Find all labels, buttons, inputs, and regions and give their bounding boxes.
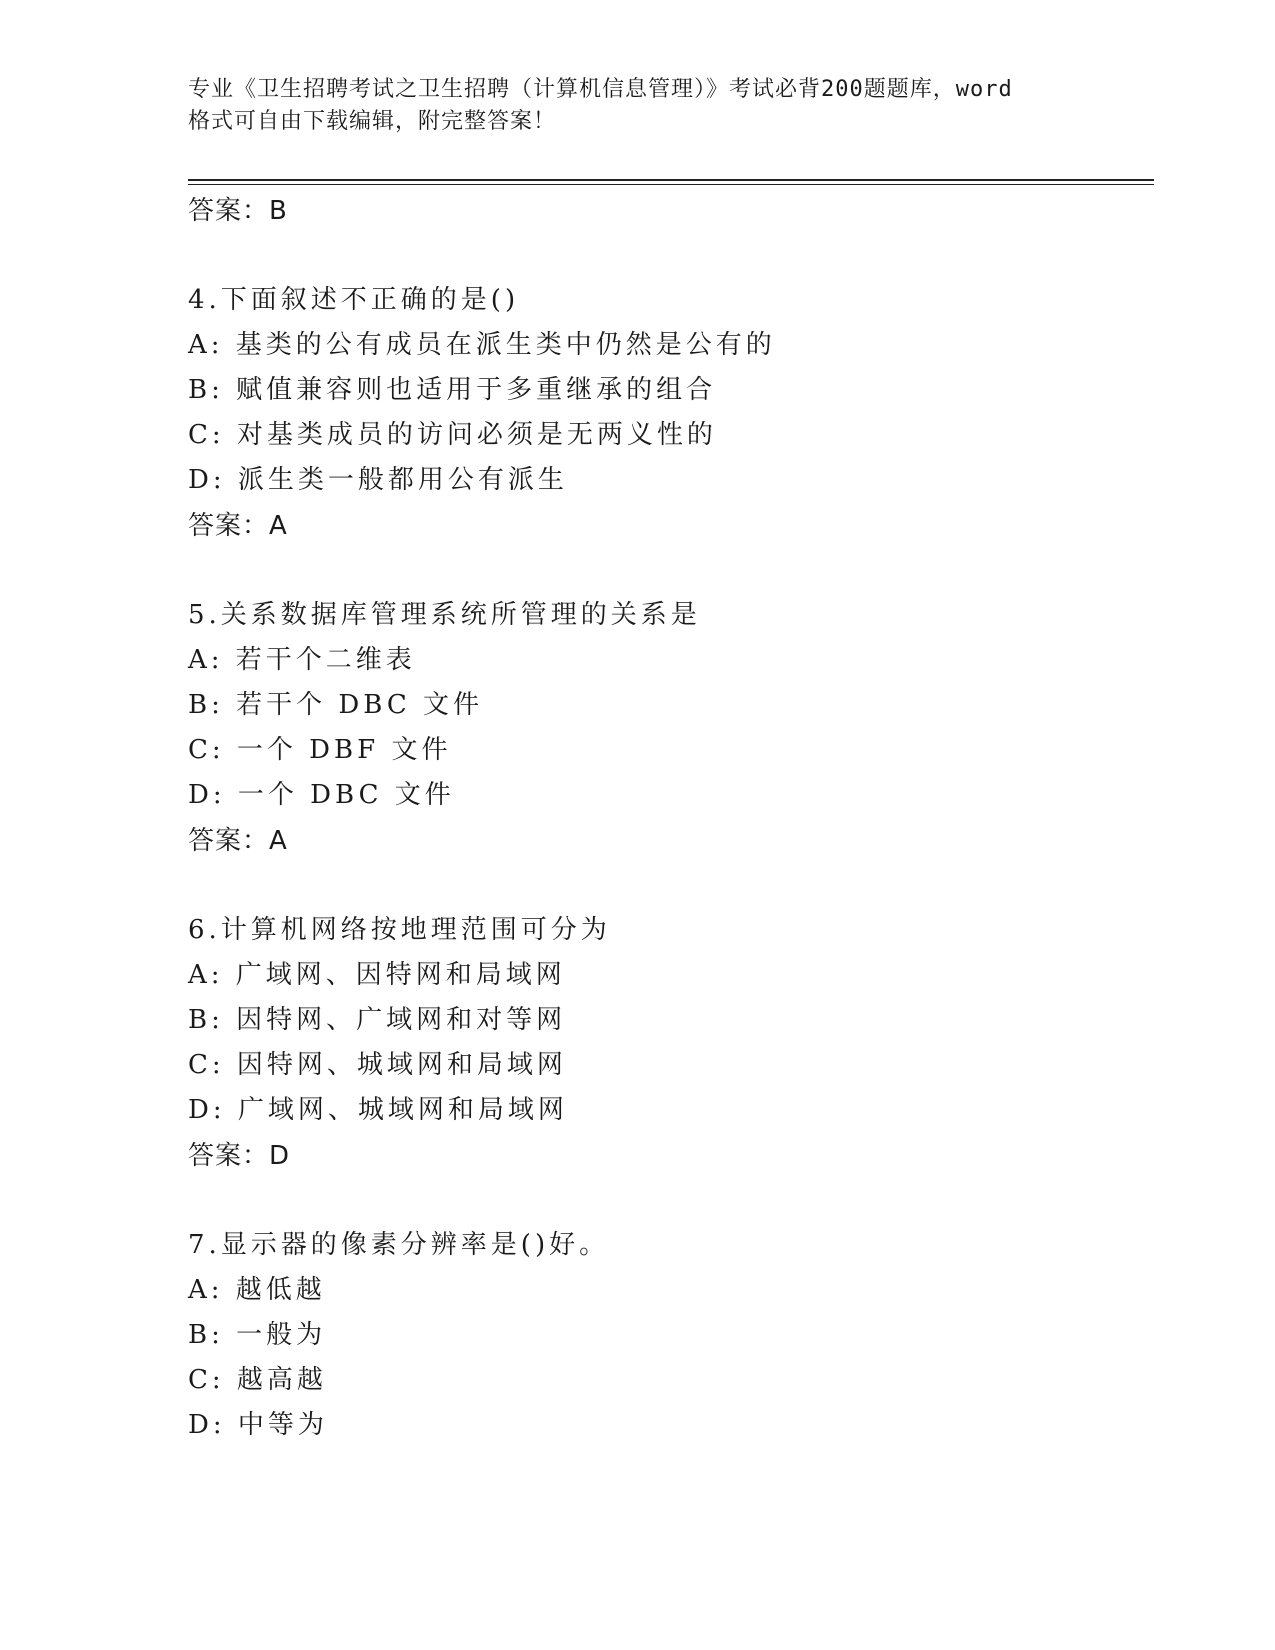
answer-q3: 答案：B [188, 196, 288, 226]
option-a-q6: A: 广域网、因特网和局域网 [188, 960, 566, 990]
spacer [188, 1179, 1148, 1223]
option-d-q6: D: 广域网、城域网和局域网 [188, 1095, 568, 1125]
header-divider [188, 179, 1154, 181]
option-c-q5: C: 一个 DBF 文件 [188, 735, 452, 765]
option-b-q6: B: 因特网、广域网和对等网 [188, 1005, 567, 1035]
option-a-q4: A: 基类的公有成员在派生类中仍然是公有的 [188, 330, 776, 360]
option-d-q5: D: 一个 DBC 文件 [188, 780, 455, 810]
question-text-4: 4.下面叙述不正确的是() [188, 285, 520, 315]
question-block-7 [188, 1223, 1148, 1448]
option-b-q5: B: 若干个 DBC 文件 [188, 690, 483, 720]
option-b-q4: B: 赋值兼容则也适用于多重继承的组合 [188, 375, 717, 405]
option-d-q4: D: 派生类一般都用公有派生 [188, 465, 568, 495]
spacer [188, 864, 1148, 908]
option-d-q7: D: 中等为 [188, 1410, 328, 1440]
option-a-q5: A: 若干个二维表 [188, 645, 416, 675]
question-text-7: 7.显示器的像素分辨率是()好。 [188, 1230, 610, 1260]
header-divider-thin [188, 184, 1154, 185]
spacer [188, 234, 1148, 278]
answer-q5: 答案：A [188, 826, 288, 856]
header-title-line-1: 专业《卫生招聘考试之卫生招聘（计算机信息管理）》考试必背200题题库，word [188, 77, 1013, 102]
question-text-6: 6.计算机网络按地理范围可分为 [188, 915, 611, 945]
option-c-q6: C: 因特网、城域网和局域网 [188, 1050, 567, 1080]
spacer [188, 549, 1148, 593]
question-block-5 [188, 593, 1148, 864]
option-c-q7: C: 越高越 [188, 1365, 327, 1395]
question-list [188, 188, 1148, 1448]
question-text-5: 5.关系数据库管理系统所管理的关系是 [188, 600, 701, 630]
option-a-q7: A: 越低越 [188, 1275, 326, 1305]
answer-q6: 答案：D [188, 1141, 291, 1171]
answer-q4: 答案：A [188, 511, 288, 541]
option-b-q7: B: 一般为 [188, 1320, 327, 1350]
option-c-q4: C: 对基类成员的访问必须是无两义性的 [188, 420, 717, 450]
header-title-line-2: 格式可自由下载编辑，附完整答案！ [188, 109, 557, 134]
question-block-6 [188, 908, 1148, 1179]
question-block-4 [188, 278, 1148, 549]
document-header [188, 74, 1088, 138]
